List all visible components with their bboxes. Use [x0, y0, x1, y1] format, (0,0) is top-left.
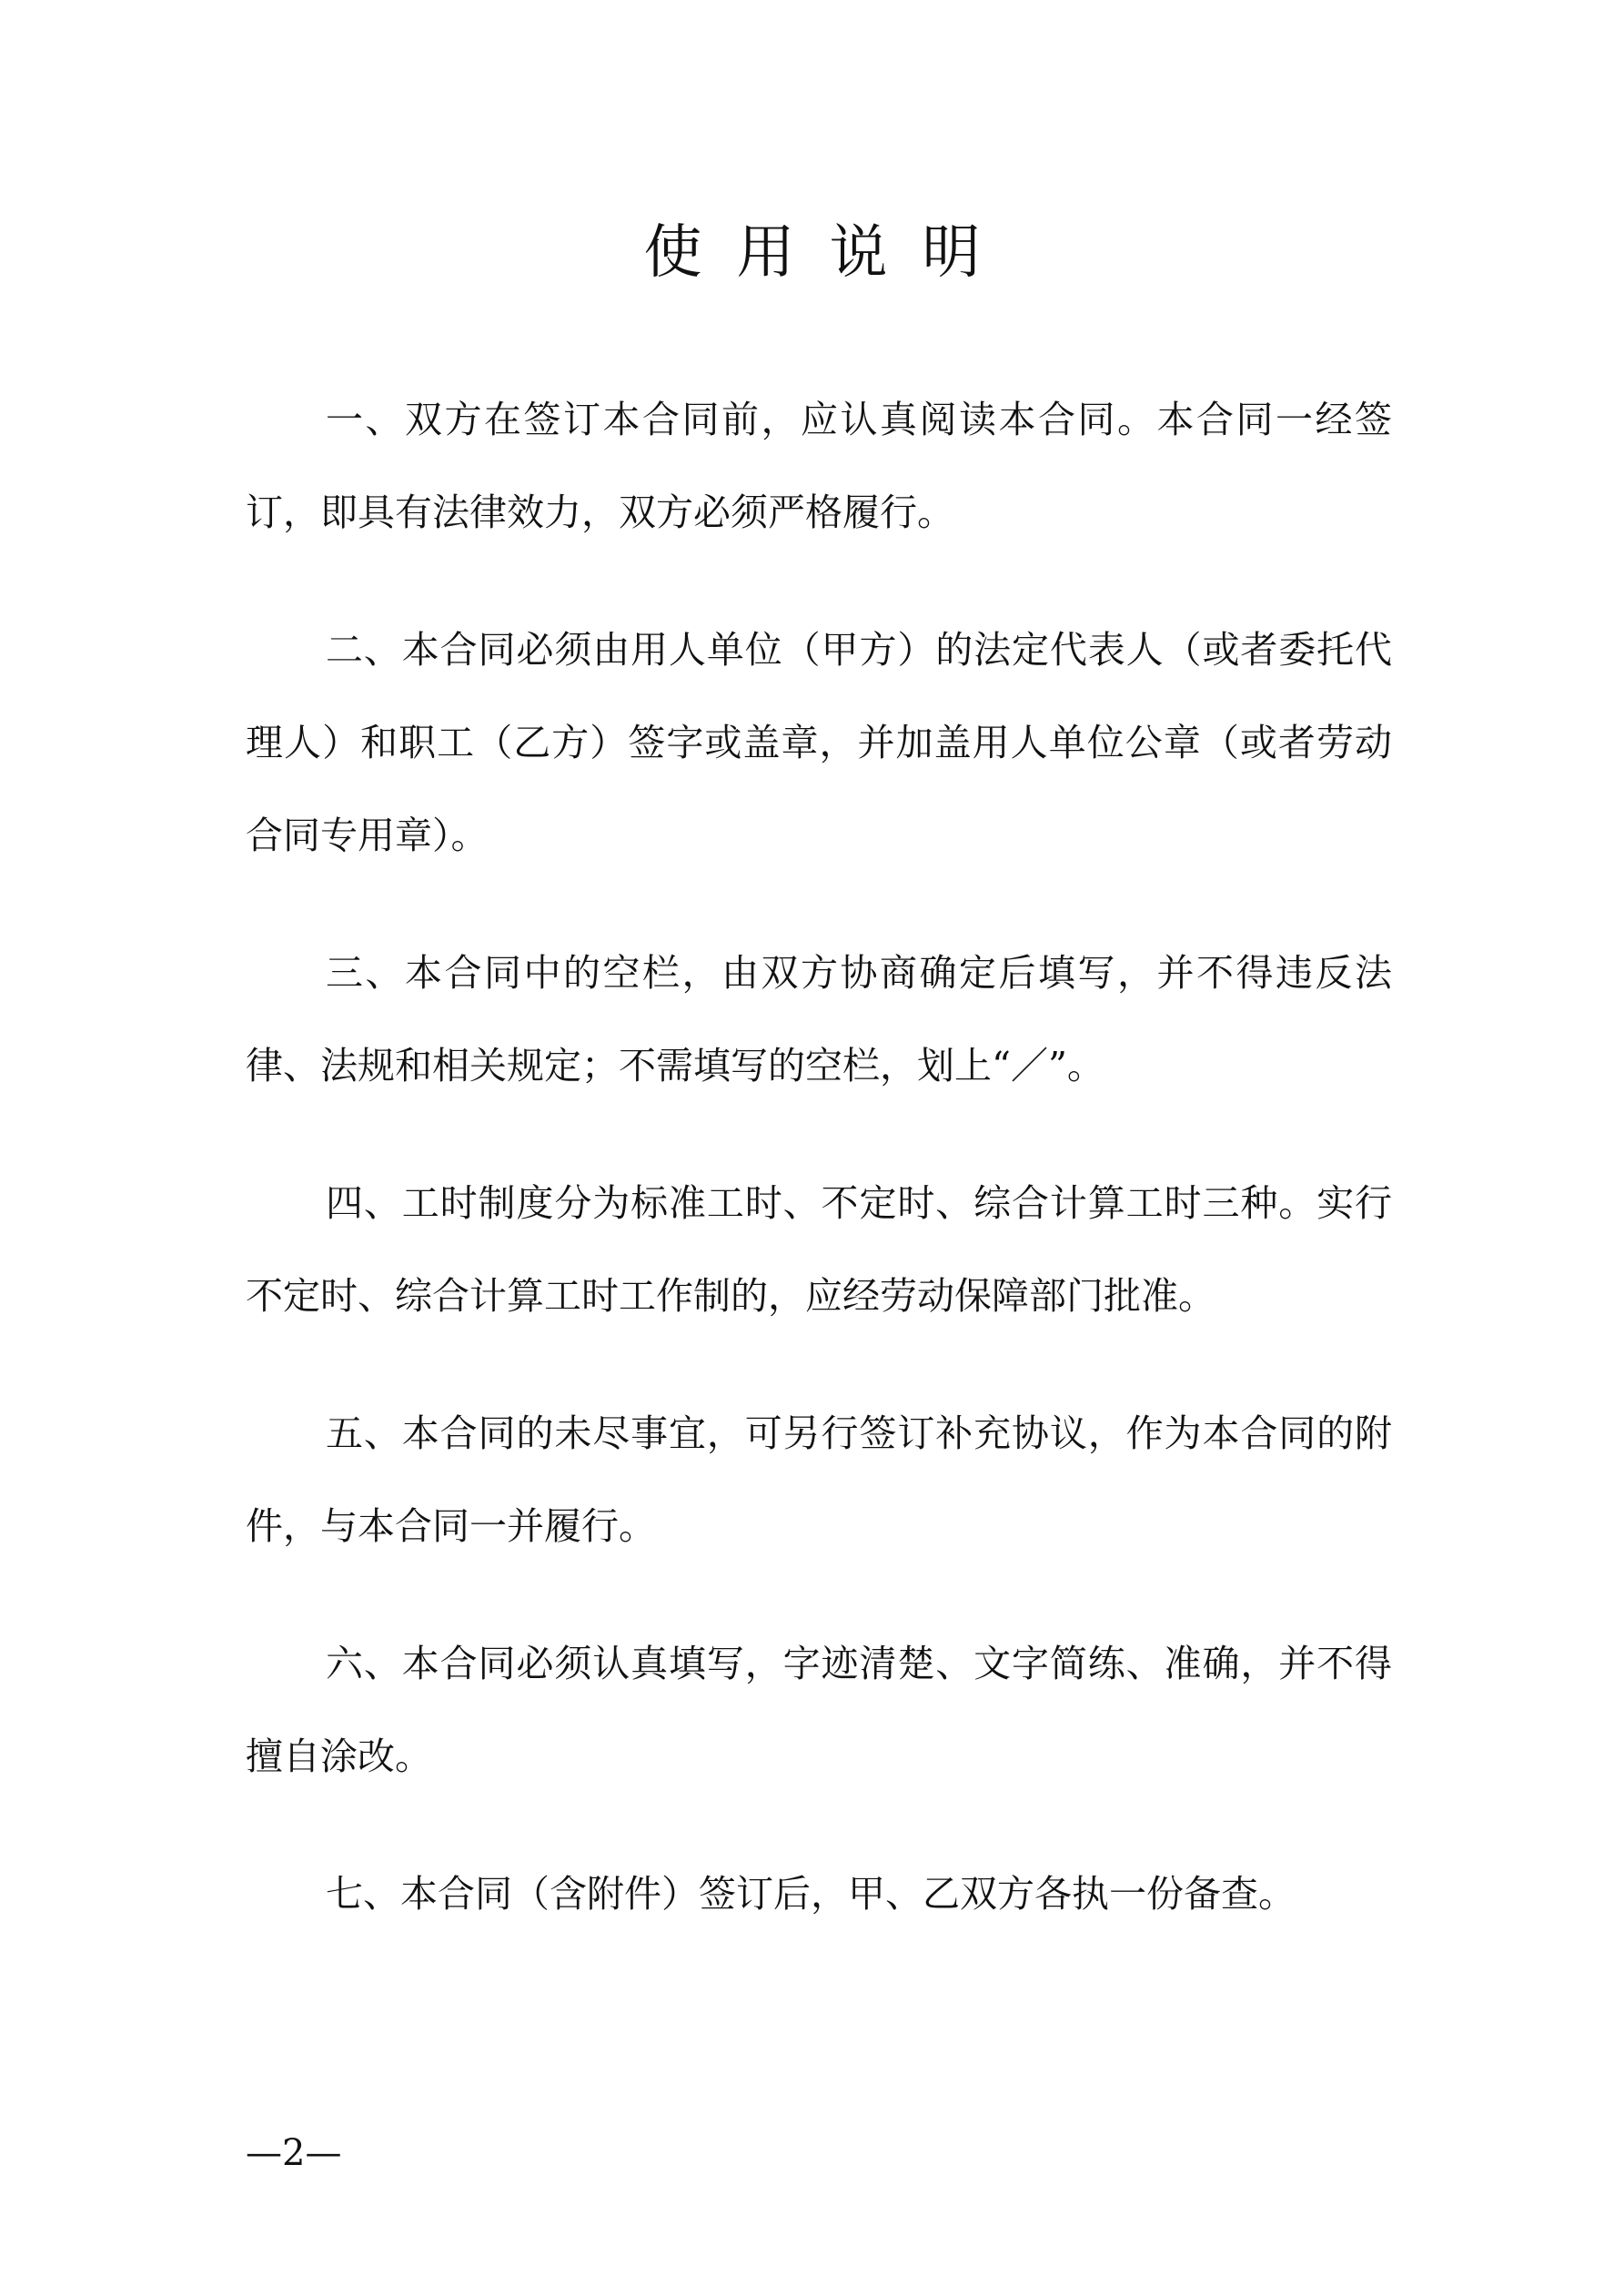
clause-3: 三、本合同中的空栏，由双方协商确定后填写，并不得违反法律、法规和相关规定；不需填写的空栏，划上“／”。: [246, 951, 1392, 1087]
clause-2: 二、本合同必须由用人单位（甲方）的法定代表人（或者委托代理人）和职工（乙方）签字或盖章，并加盖用人单位公章（或者劳动合同专用章）。: [246, 628, 1392, 857]
page-number: —2—: [246, 2132, 342, 2174]
clause-7: 七、本合同（含附件）签订后，甲、乙双方各执一份备查。: [326, 1872, 1296, 1916]
clause-6: 六、本合同必须认真填写，字迹清楚、文字简练、准确，并不得擅自涂改。: [246, 1642, 1392, 1778]
clause-1: 一、双方在签订本合同前，应认真阅读本合同。本合同一经签订，即具有法律效力，双方必须严格履行。: [246, 398, 1392, 534]
clause-5: 五、本合同的未尽事宜，可另行签订补充协议，作为本合同的附件，与本合同一并履行。: [246, 1411, 1392, 1548]
instructions-body: [246, 373, 1392, 1985]
page-title: 使用说明: [643, 219, 1015, 287]
clause-4: 四、工时制度分为标准工时、不定时、综合计算工时三种。实行不定时、综合计算工时工作制的，应经劳动保障部门批准。: [246, 1181, 1392, 1318]
